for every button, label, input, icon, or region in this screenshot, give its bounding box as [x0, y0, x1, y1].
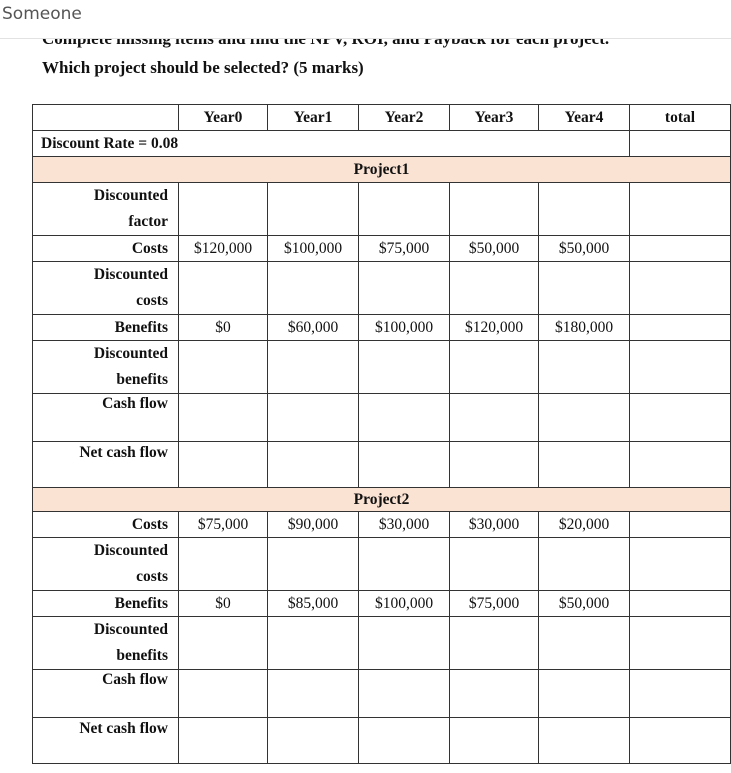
p1-db-y2[interactable]: [359, 341, 450, 394]
p2-cf-y2[interactable]: [359, 670, 450, 718]
p1-cash-flow-label: Cash flow: [33, 394, 179, 442]
top-bar: [0, 0, 731, 39]
p2-cf-y0[interactable]: [179, 670, 268, 718]
p1-dc-total[interactable]: [630, 262, 731, 315]
p2-cost-y1: $90,000: [268, 512, 359, 538]
p1-ncf-y2[interactable]: [359, 442, 450, 488]
p1-db-total[interactable]: [630, 341, 731, 394]
p1-cf-y4[interactable]: [539, 394, 630, 442]
p2-dc-y2[interactable]: [359, 538, 450, 591]
p2-costs-row: [33, 512, 731, 538]
p1-cf-y0[interactable]: [179, 394, 268, 442]
p1-net-cash-flow-row: [33, 442, 731, 488]
p1-benefit-y1: $60,000: [268, 315, 359, 341]
p2-cf-y4[interactable]: [539, 670, 630, 718]
p2-cost-y2: $30,000: [359, 512, 450, 538]
p1-df-y1[interactable]: [268, 183, 359, 236]
p1-cost-total[interactable]: [630, 236, 731, 262]
npv-table: [32, 104, 731, 764]
p1-cost-y0: $120,000: [179, 236, 268, 262]
p1-discounted-factor-row: [33, 183, 731, 236]
p2-dc-y1[interactable]: [268, 538, 359, 591]
p1-benefit-total[interactable]: [630, 315, 731, 341]
p1-ncf-y0[interactable]: [179, 442, 268, 488]
p1-costs-label: Costs: [33, 236, 179, 262]
p2-dc-total[interactable]: [630, 538, 731, 591]
p1-cash-flow-row: [33, 394, 731, 442]
p1-cf-y2[interactable]: [359, 394, 450, 442]
p1-ncf-y1[interactable]: [268, 442, 359, 488]
p2-benefits-row: [33, 591, 731, 617]
p2-dc-y3[interactable]: [450, 538, 539, 591]
p2-discounted-benefits-label: Discounted benefits: [33, 617, 179, 670]
p1-dc-y4[interactable]: [539, 262, 630, 315]
col-year2: Year2: [359, 105, 450, 131]
p2-ncf-y0[interactable]: [179, 718, 268, 764]
p2-net-cash-flow-label: Net cash flow: [33, 718, 179, 764]
p2-discounted-costs-label: Discounted costs: [33, 538, 179, 591]
p2-benefits-label: Benefits: [33, 591, 179, 617]
p2-costs-label: Costs: [33, 512, 179, 538]
p2-discounted-costs-row: [33, 538, 731, 591]
corner-cell: [33, 105, 179, 131]
p2-db-y3[interactable]: [450, 617, 539, 670]
p1-dc-y3[interactable]: [450, 262, 539, 315]
p1-benefit-y0: $0: [179, 315, 268, 341]
p1-net-cash-flow-label: Net cash flow: [33, 442, 179, 488]
p2-ncf-y3[interactable]: [450, 718, 539, 764]
p1-ncf-y4[interactable]: [539, 442, 630, 488]
p2-benefit-y2: $100,000: [359, 591, 450, 617]
p1-costs-row: [33, 236, 731, 262]
col-total: total: [630, 105, 731, 131]
p1-benefits-row: [33, 315, 731, 341]
p1-dc-y0[interactable]: [179, 262, 268, 315]
p2-cost-total[interactable]: [630, 512, 731, 538]
p2-db-total[interactable]: [630, 617, 731, 670]
p1-discounted-benefits-row: [33, 341, 731, 394]
p1-cost-y4: $50,000: [539, 236, 630, 262]
p1-discounted-benefits-label: Discounted benefits: [33, 341, 179, 394]
p2-cf-total[interactable]: [630, 670, 731, 718]
p2-cf-y1[interactable]: [268, 670, 359, 718]
p1-benefit-y4: $180,000: [539, 315, 630, 341]
p1-df-y3[interactable]: [450, 183, 539, 236]
p1-db-y1[interactable]: [268, 341, 359, 394]
p1-dc-y2[interactable]: [359, 262, 450, 315]
p2-benefit-y1: $85,000: [268, 591, 359, 617]
p2-net-cash-flow-row: [33, 718, 731, 764]
p1-cost-y1: $100,000: [268, 236, 359, 262]
p2-cf-y3[interactable]: [450, 670, 539, 718]
p1-cf-y3[interactable]: [450, 394, 539, 442]
p2-benefit-y3: $75,000: [450, 591, 539, 617]
p1-df-total[interactable]: [630, 183, 731, 236]
p1-benefit-y3: $120,000: [450, 315, 539, 341]
p1-discounted-costs-row: [33, 262, 731, 315]
p1-dc-y1[interactable]: [268, 262, 359, 315]
p2-ncf-y1[interactable]: [268, 718, 359, 764]
p1-df-y4[interactable]: [539, 183, 630, 236]
p1-cost-y2: $75,000: [359, 236, 450, 262]
p2-ncf-total[interactable]: [630, 718, 731, 764]
p2-db-y4[interactable]: [539, 617, 630, 670]
col-year1: Year1: [268, 105, 359, 131]
p2-discounted-benefits-row: [33, 617, 731, 670]
project2-band: [33, 488, 731, 512]
p2-dc-y0[interactable]: [179, 538, 268, 591]
col-year0: Year0: [179, 105, 268, 131]
p1-discounted-costs-label: Discounted costs: [33, 262, 179, 315]
p2-cash-flow-label: Cash flow: [33, 670, 179, 718]
question-line-2: Which project should be selected? (5 marks): [42, 58, 364, 77]
p1-benefits-label: Benefits: [33, 315, 179, 341]
header-row: [33, 105, 731, 131]
p1-cf-total[interactable]: [630, 394, 731, 442]
discount-rate: Discount Rate = 0.08: [33, 131, 630, 157]
p1-df-y2[interactable]: [359, 183, 450, 236]
p1-cost-y3: $50,000: [450, 236, 539, 262]
p2-ncf-y2[interactable]: [359, 718, 450, 764]
project1-title: Project1: [33, 157, 731, 183]
p2-db-y0[interactable]: [179, 617, 268, 670]
p2-db-y2[interactable]: [359, 617, 450, 670]
p2-benefit-total[interactable]: [630, 591, 731, 617]
p1-db-y3[interactable]: [450, 341, 539, 394]
p2-cash-flow-row: [33, 670, 731, 718]
p2-ncf-y4[interactable]: [539, 718, 630, 764]
p2-cost-y3: $30,000: [450, 512, 539, 538]
p2-cost-y4: $20,000: [539, 512, 630, 538]
p1-cf-y1[interactable]: [268, 394, 359, 442]
p2-dc-y4[interactable]: [539, 538, 630, 591]
p2-benefit-y4: $50,000: [539, 591, 630, 617]
project2-title: Project2: [33, 488, 731, 512]
author-name: Someone: [2, 4, 82, 24]
discount-rate-row: [33, 131, 731, 157]
col-year4: Year4: [539, 105, 630, 131]
p1-ncf-total[interactable]: [630, 442, 731, 488]
p1-df-y0[interactable]: [179, 183, 268, 236]
p1-discounted-factor-label: Discounted factor: [33, 183, 179, 236]
col-year3: Year3: [450, 105, 539, 131]
p2-db-y1[interactable]: [268, 617, 359, 670]
p1-db-y0[interactable]: [179, 341, 268, 394]
p1-db-y4[interactable]: [539, 341, 630, 394]
cell-empty: [630, 131, 731, 157]
p1-benefit-y2: $100,000: [359, 315, 450, 341]
p1-ncf-y3[interactable]: [450, 442, 539, 488]
p2-benefit-y0: $0: [179, 591, 268, 617]
project1-band: [33, 157, 731, 183]
p2-cost-y0: $75,000: [179, 512, 268, 538]
